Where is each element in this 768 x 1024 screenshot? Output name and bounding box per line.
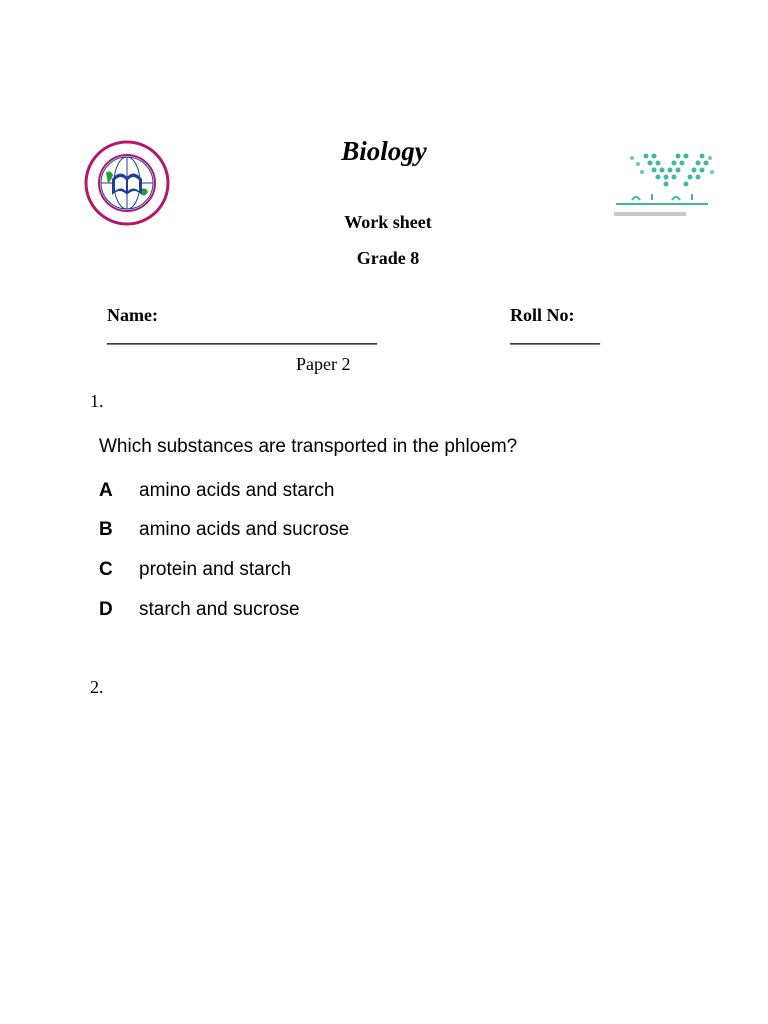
option-letter: C [99,559,113,580]
worksheet-title: Biology [341,136,427,166]
name-label: Name: [107,305,158,325]
option-text: protein and starch [139,559,292,580]
option-a[interactable] [99,480,499,504]
roll-label: Roll No: [510,305,575,325]
option-letter: D [99,599,113,620]
name-blank: ______________________________ [107,326,377,346]
roll-blank: __________ [510,326,600,346]
option-text: amino acids and sucrose [139,519,350,540]
option-d[interactable] [99,599,499,623]
question-2-number: 2. [90,677,104,697]
paper-label: Paper 2 [296,354,351,374]
option-letter: B [99,519,113,540]
option-b[interactable] [99,519,499,543]
option-text: starch and sucrose [139,599,300,620]
worksheet-subtitle: Work sheet [344,212,432,232]
option-letter: A [99,480,113,501]
question-1-text: Which substances are transported in the phloem? [99,436,518,457]
question-1-number: 1. [90,391,104,411]
option-text: amino acids and starch [139,480,335,501]
roll-field[interactable] [501,284,600,347]
option-c[interactable] [99,559,499,583]
name-field[interactable] [98,284,377,347]
grade-label: Grade 8 [356,248,420,268]
